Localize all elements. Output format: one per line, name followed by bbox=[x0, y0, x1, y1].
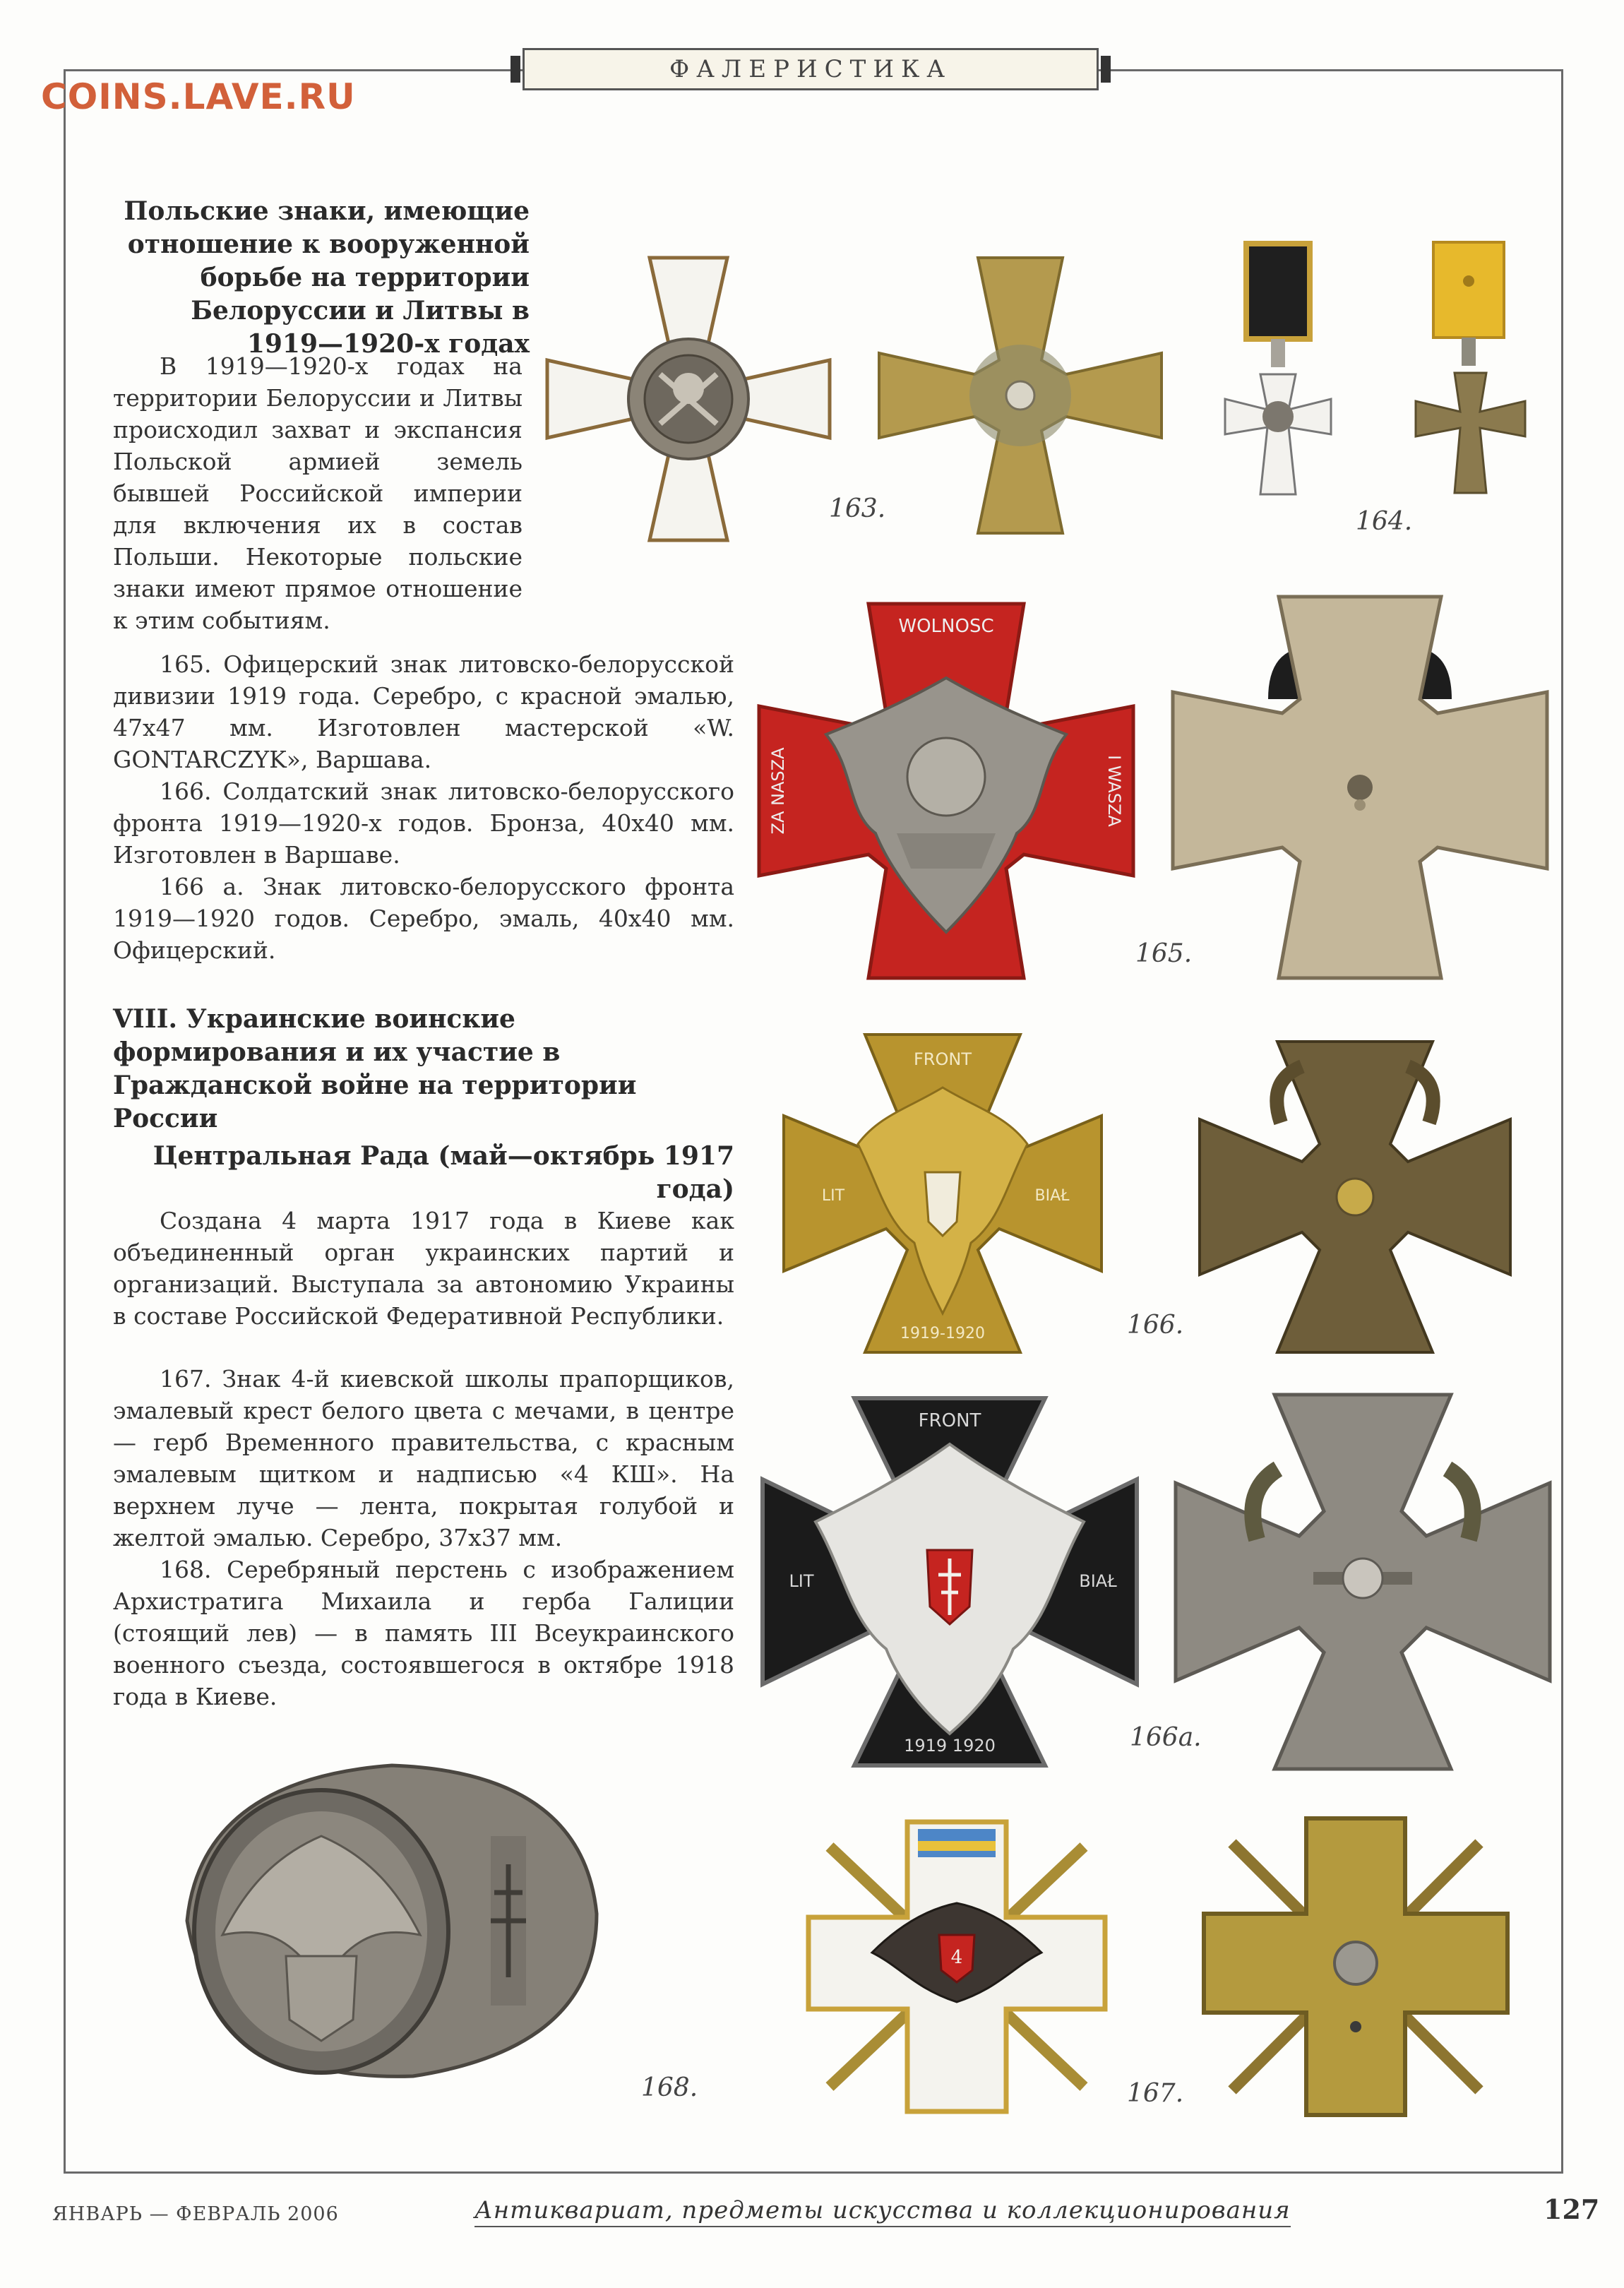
badge-163-front bbox=[544, 254, 833, 544]
cross-badge-icon bbox=[1176, 1395, 1550, 1769]
medal-164-back bbox=[1412, 239, 1532, 500]
ring-168 bbox=[159, 1751, 611, 2090]
medal-164-front bbox=[1218, 240, 1338, 501]
cross-badge-icon bbox=[808, 1822, 1105, 2111]
item-166: 166. Солдатский знак литовско-белорусского фронта 1919—1920-х годов. Бронза, 40х40 мм. Изготовлен в Варшаве. bbox=[113, 777, 734, 869]
intro-heading: Польские знаки, имеющие отношение к вооруженной борьбе на территории Белоруссии и Литвы в 1919—1920-х годах bbox=[124, 196, 530, 359]
badge-166-back bbox=[1196, 1038, 1514, 1356]
ring-icon bbox=[187, 1765, 597, 2076]
badge-167-front bbox=[794, 1818, 1119, 2115]
section8-heading: VIII. Украинские воинские формирования и их участие в Гражданской войне на территории России bbox=[113, 1004, 637, 1133]
item-165: 165. Офицерский знак литовско-белорусской дивизии 1919 года. Серебро, с красной эмалью, 47х47 мм. Изготовлен мастерской «W. GONTARCZYK», Варшава. bbox=[113, 650, 734, 773]
badge-165-left-text: ZA NASZA bbox=[768, 747, 788, 835]
cross-badge-icon bbox=[1200, 1042, 1510, 1352]
section-title: ФАЛЕРИСТИКА bbox=[669, 55, 953, 83]
caption-166a: 166а. bbox=[1130, 1723, 1202, 1752]
badge-167-back bbox=[1197, 1815, 1515, 2119]
section8-body: Создана 4 марта 1917 года в Киеве как объединенный орган украинских партий и организаций. Выступала за автономию Украины в составе Российской Федеративной Республики. bbox=[113, 1207, 734, 1330]
footer-issue: ЯНВАРЬ — ФЕВРАЛЬ 2006 bbox=[52, 2203, 339, 2225]
badge-166a-bottom-text: 1919 1920 bbox=[904, 1736, 996, 1756]
badge-165-front bbox=[756, 600, 1137, 982]
cross-badge-icon bbox=[759, 604, 1133, 978]
caption-165: 165. bbox=[1135, 939, 1193, 968]
badge-166-bottom-text: 1919-1920 bbox=[900, 1325, 985, 1342]
badge-163-back bbox=[876, 254, 1165, 537]
badge-166a-top-text: FRONT bbox=[918, 1410, 981, 1431]
caption-164: 164. bbox=[1356, 507, 1413, 536]
section-header bbox=[523, 48, 1099, 90]
section8-subheading: Центральная Рада (май—октябрь 1917 года) bbox=[153, 1141, 734, 1204]
caption-168: 168. bbox=[641, 2073, 698, 2102]
item-166a: 166 а. Знак литовско-белорусского фронта 1919—1920 годов. Серебро, эмаль, 40х40 мм. Офицерский. bbox=[113, 873, 734, 964]
medal-icon bbox=[1225, 244, 1331, 494]
badge-166-top-text: FRONT bbox=[914, 1049, 972, 1069]
caption-163: 163. bbox=[829, 494, 886, 523]
caption-167: 167. bbox=[1127, 2079, 1184, 2108]
cross-badge-icon bbox=[547, 258, 830, 540]
watermark-text: COINS.LAVE.RU bbox=[41, 76, 356, 117]
caption-166: 166. bbox=[1127, 1311, 1184, 1340]
badge-167-center-text: 4 bbox=[950, 1947, 963, 1968]
cross-badge-icon bbox=[1204, 1818, 1507, 2115]
badge-166a-left-text: LIT bbox=[789, 1571, 814, 1591]
medal-icon bbox=[1416, 242, 1525, 493]
item-167: 167. Знак 4-й киевской школы прапорщиков, эмалевый крест белого цвета с мечами, в центре — герб Временного правительства, с красным эмалевым щитком и надписью «4 КШ». На верхнем луче — лента, покрытая голубой и желтой эмалью. Серебро, 37х37 мм. bbox=[113, 1365, 734, 1551]
item-168: 168. Серебряный перстень с изображением Архистратига Михаила и герба Галиции (стоящий лев) — в память III Всеукраинского военного съезда, состоявшегося в октябре 1918 года в Киеве. bbox=[113, 1556, 734, 1710]
cross-badge-icon bbox=[1173, 597, 1547, 978]
section8-items bbox=[113, 1363, 734, 1712]
intro-paragraph: В 1919—1920-х годах на территории Белоруссии и Литвы происходил захват и экспансия Польской армией земель бывшей Российской империи для включения их в состав Польши. Некоторые польские знаки имеют прямое отношение к этим событиям. bbox=[113, 352, 523, 634]
item-descriptions bbox=[113, 648, 734, 966]
badge-165-back bbox=[1169, 593, 1551, 982]
page-number: 127 bbox=[1544, 2193, 1600, 2225]
badge-166a-back bbox=[1172, 1391, 1553, 1772]
footer-magazine: Антиквариат, предметы искусства и коллекционирования bbox=[474, 2196, 1291, 2227]
badge-166-front bbox=[780, 1031, 1105, 1356]
cross-badge-icon bbox=[879, 258, 1162, 533]
badge-166-left-text: LIT bbox=[821, 1187, 845, 1205]
badge-166a-right-text: BIAŁ bbox=[1079, 1571, 1117, 1591]
badge-165-right-text: I WASZA bbox=[1104, 755, 1124, 827]
badge-165-top-text: WOLNOSC bbox=[898, 616, 994, 637]
badge-166-right-text: BIAŁ bbox=[1034, 1187, 1070, 1205]
badge-166a-front bbox=[759, 1395, 1140, 1769]
